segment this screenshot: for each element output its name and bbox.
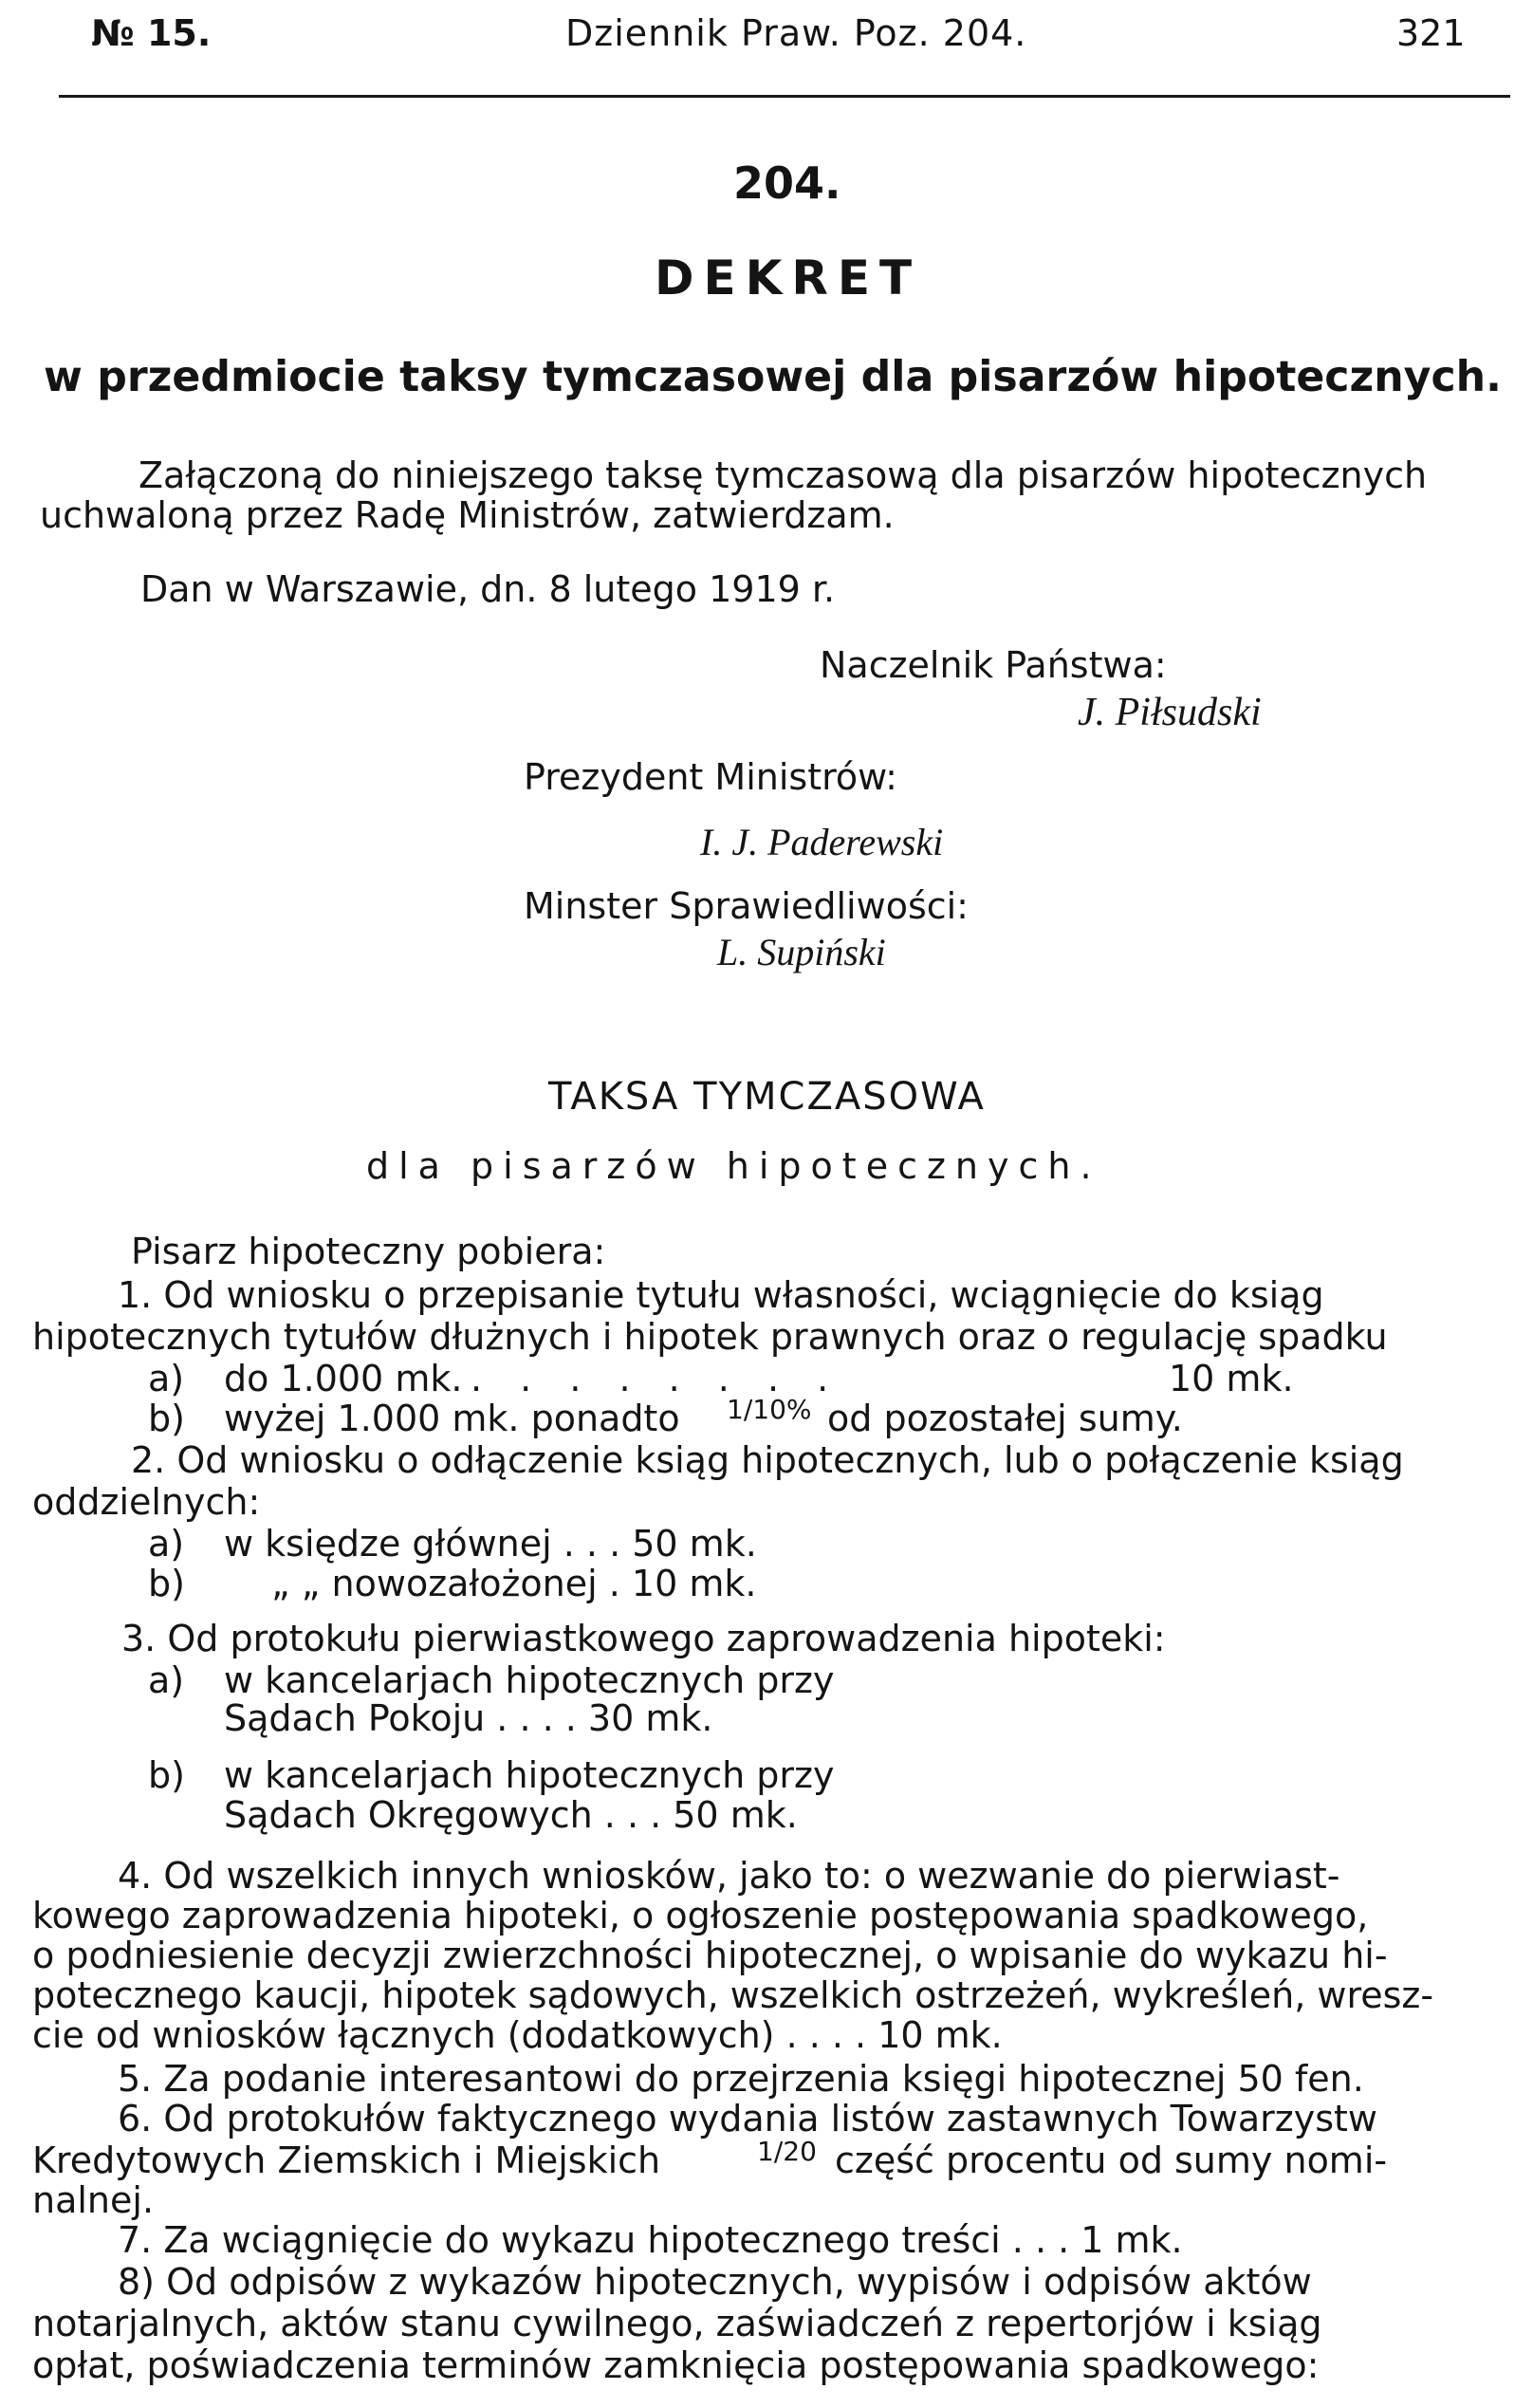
head-of-state-name: J. Piłsudski bbox=[1078, 691, 1262, 734]
taksa-subheading: dla pisarzów hipotecznych. bbox=[366, 1145, 1101, 1187]
item-6-line-2-pre: Kredytowych Ziemskich i Miejskich bbox=[32, 2139, 661, 2181]
item-3a-label: a) bbox=[148, 1659, 185, 1701]
item-1a-dots: . . . . . . . . bbox=[471, 1358, 842, 1399]
intro-line-1: Załączoną do niniejszego taksę tymczasową dla pisarzów hipotecznych bbox=[139, 454, 1428, 496]
prime-minister-name: I. J. Paderewski bbox=[700, 821, 944, 863]
item-6-fraction: 1/20 bbox=[757, 2136, 817, 2167]
item-2-line-2: oddzielnych: bbox=[32, 1481, 261, 1523]
item-3b-line-2: Sądach Okręgowych . . . 50 mk. bbox=[224, 1794, 798, 1836]
item-3a-line-2: Sądach Pokoju . . . . 30 mk. bbox=[224, 1697, 713, 1739]
item-3a-line-1: w kancelarjach hipotecznych przy bbox=[224, 1659, 835, 1701]
item-4-line-1: 4. Od wszelkich innych wniosków, jako to: o wezwanie do pierwiast- bbox=[118, 1855, 1340, 1897]
item-2a-label: a) bbox=[148, 1523, 185, 1565]
item-7-line-1: 7. Za wciągnięcie do wykazu hipotecznego treści . . . 1 mk. bbox=[118, 2219, 1183, 2261]
item-6-line-1: 6. Od protokułów faktycznego wydania listów zastawnych Towarzystw bbox=[118, 2098, 1378, 2139]
page-number: 321 bbox=[1396, 12, 1466, 54]
justice-minister-name: L. Supiński bbox=[717, 931, 886, 973]
item-2a-text: w księdze głównej . . . 50 mk. bbox=[224, 1523, 757, 1565]
item-3-line-1: 3. Od protokułu pierwiastkowego zaprowadzenia hipoteki: bbox=[121, 1618, 1166, 1659]
decree-subtitle: w przedmiocie taksy tymczasowej dla pisarzów hipotecznych. bbox=[44, 353, 1502, 401]
item-3b-label: b) bbox=[148, 1754, 185, 1796]
item-1a-text: do 1.000 mk. bbox=[224, 1358, 463, 1399]
decree-number: 204. bbox=[733, 157, 841, 209]
item-6-line-2-post: część procentu od sumy nomi- bbox=[835, 2139, 1388, 2181]
item-1b-text-pre: wyżej 1.000 mk. ponadto bbox=[224, 1398, 680, 1439]
item-4-line-5: cie od wniosków łącznych (dodatkowych) . . . . 10 mk. bbox=[32, 2014, 1003, 2056]
item-4-line-3: o podniesienie decyzji zwierzchności hipotecznej, o wpisanie do wykazu hi- bbox=[32, 1935, 1388, 1976]
item-8-line-2: notarjalnych, aktów stanu cywilnego, zaświadczeń z repertorjów i ksiąg bbox=[32, 2303, 1322, 2344]
item-1b-text-post: od pozostałej sumy. bbox=[827, 1398, 1183, 1439]
item-8-line-1: 8) Od odpisów z wykazów hipotecznych, wypisów i odpisów aktów bbox=[118, 2261, 1312, 2303]
item-1b-fraction: 1/10% bbox=[727, 1394, 812, 1425]
item-2b-text: „ „ nowozałożonej . 10 mk. bbox=[271, 1563, 757, 1604]
item-2b-label: b) bbox=[148, 1563, 185, 1604]
journal-reference: Dziennik Praw. Poz. 204. bbox=[565, 12, 1027, 54]
intro-line-2: uchwaloną przez Radę Ministrów, zatwierdzam. bbox=[40, 494, 895, 536]
item-1b-label: b) bbox=[148, 1398, 185, 1439]
item-4-line-2: kowego zaprowadzenia hipoteki, o ogłoszenie postępowania spadkowego, bbox=[32, 1895, 1369, 1936]
prime-minister-title: Prezydent Ministrów: bbox=[524, 756, 897, 798]
item-1-line-1: 1. Od wniosku o przepisanie tytułu własności, wciągnięcie do ksiąg bbox=[118, 1274, 1324, 1316]
item-1a-amount: 10 mk. bbox=[1169, 1358, 1294, 1399]
header-rule bbox=[59, 95, 1510, 98]
taksa-heading: TAKSA TYMCZASOWA bbox=[548, 1075, 986, 1119]
item-1a-label: a) bbox=[148, 1358, 185, 1399]
taksa-lead: Pisarz hipoteczny pobiera: bbox=[131, 1231, 606, 1272]
head-of-state-title: Naczelnik Państwa: bbox=[820, 644, 1167, 686]
item-4-line-4: potecznego kaucji, hipotek sądowych, wszelkich ostrzeżeń, wykreśleń, wresz- bbox=[32, 1974, 1434, 2016]
date-line: Dan w Warszawie, dn. 8 lutego 1919 r. bbox=[140, 568, 836, 610]
decree-title: DEKRET bbox=[655, 250, 922, 306]
item-2-line-1: 2. Od wniosku o odłączenie ksiąg hipotecznych, lub o połączenie ksiąg bbox=[131, 1439, 1404, 1481]
item-6-line-3: nalnej. bbox=[32, 2179, 155, 2221]
item-5-line-1: 5. Za podanie interesantowi do przejrzenia księgi hipotecznej 50 fen. bbox=[118, 2058, 1364, 2100]
item-8-line-3: opłat, poświadczenia terminów zamknięcia postępowania spadkowego: bbox=[32, 2344, 1320, 2386]
issue-number: № 15. bbox=[91, 12, 212, 54]
justice-minister-title: Minster Sprawiedliwości: bbox=[524, 885, 969, 927]
item-1-line-2: hipotecznych tytułów dłużnych i hipotek prawnych oraz o regulację spadku bbox=[32, 1316, 1388, 1358]
item-3b-line-1: w kancelarjach hipotecznych przy bbox=[224, 1754, 835, 1796]
